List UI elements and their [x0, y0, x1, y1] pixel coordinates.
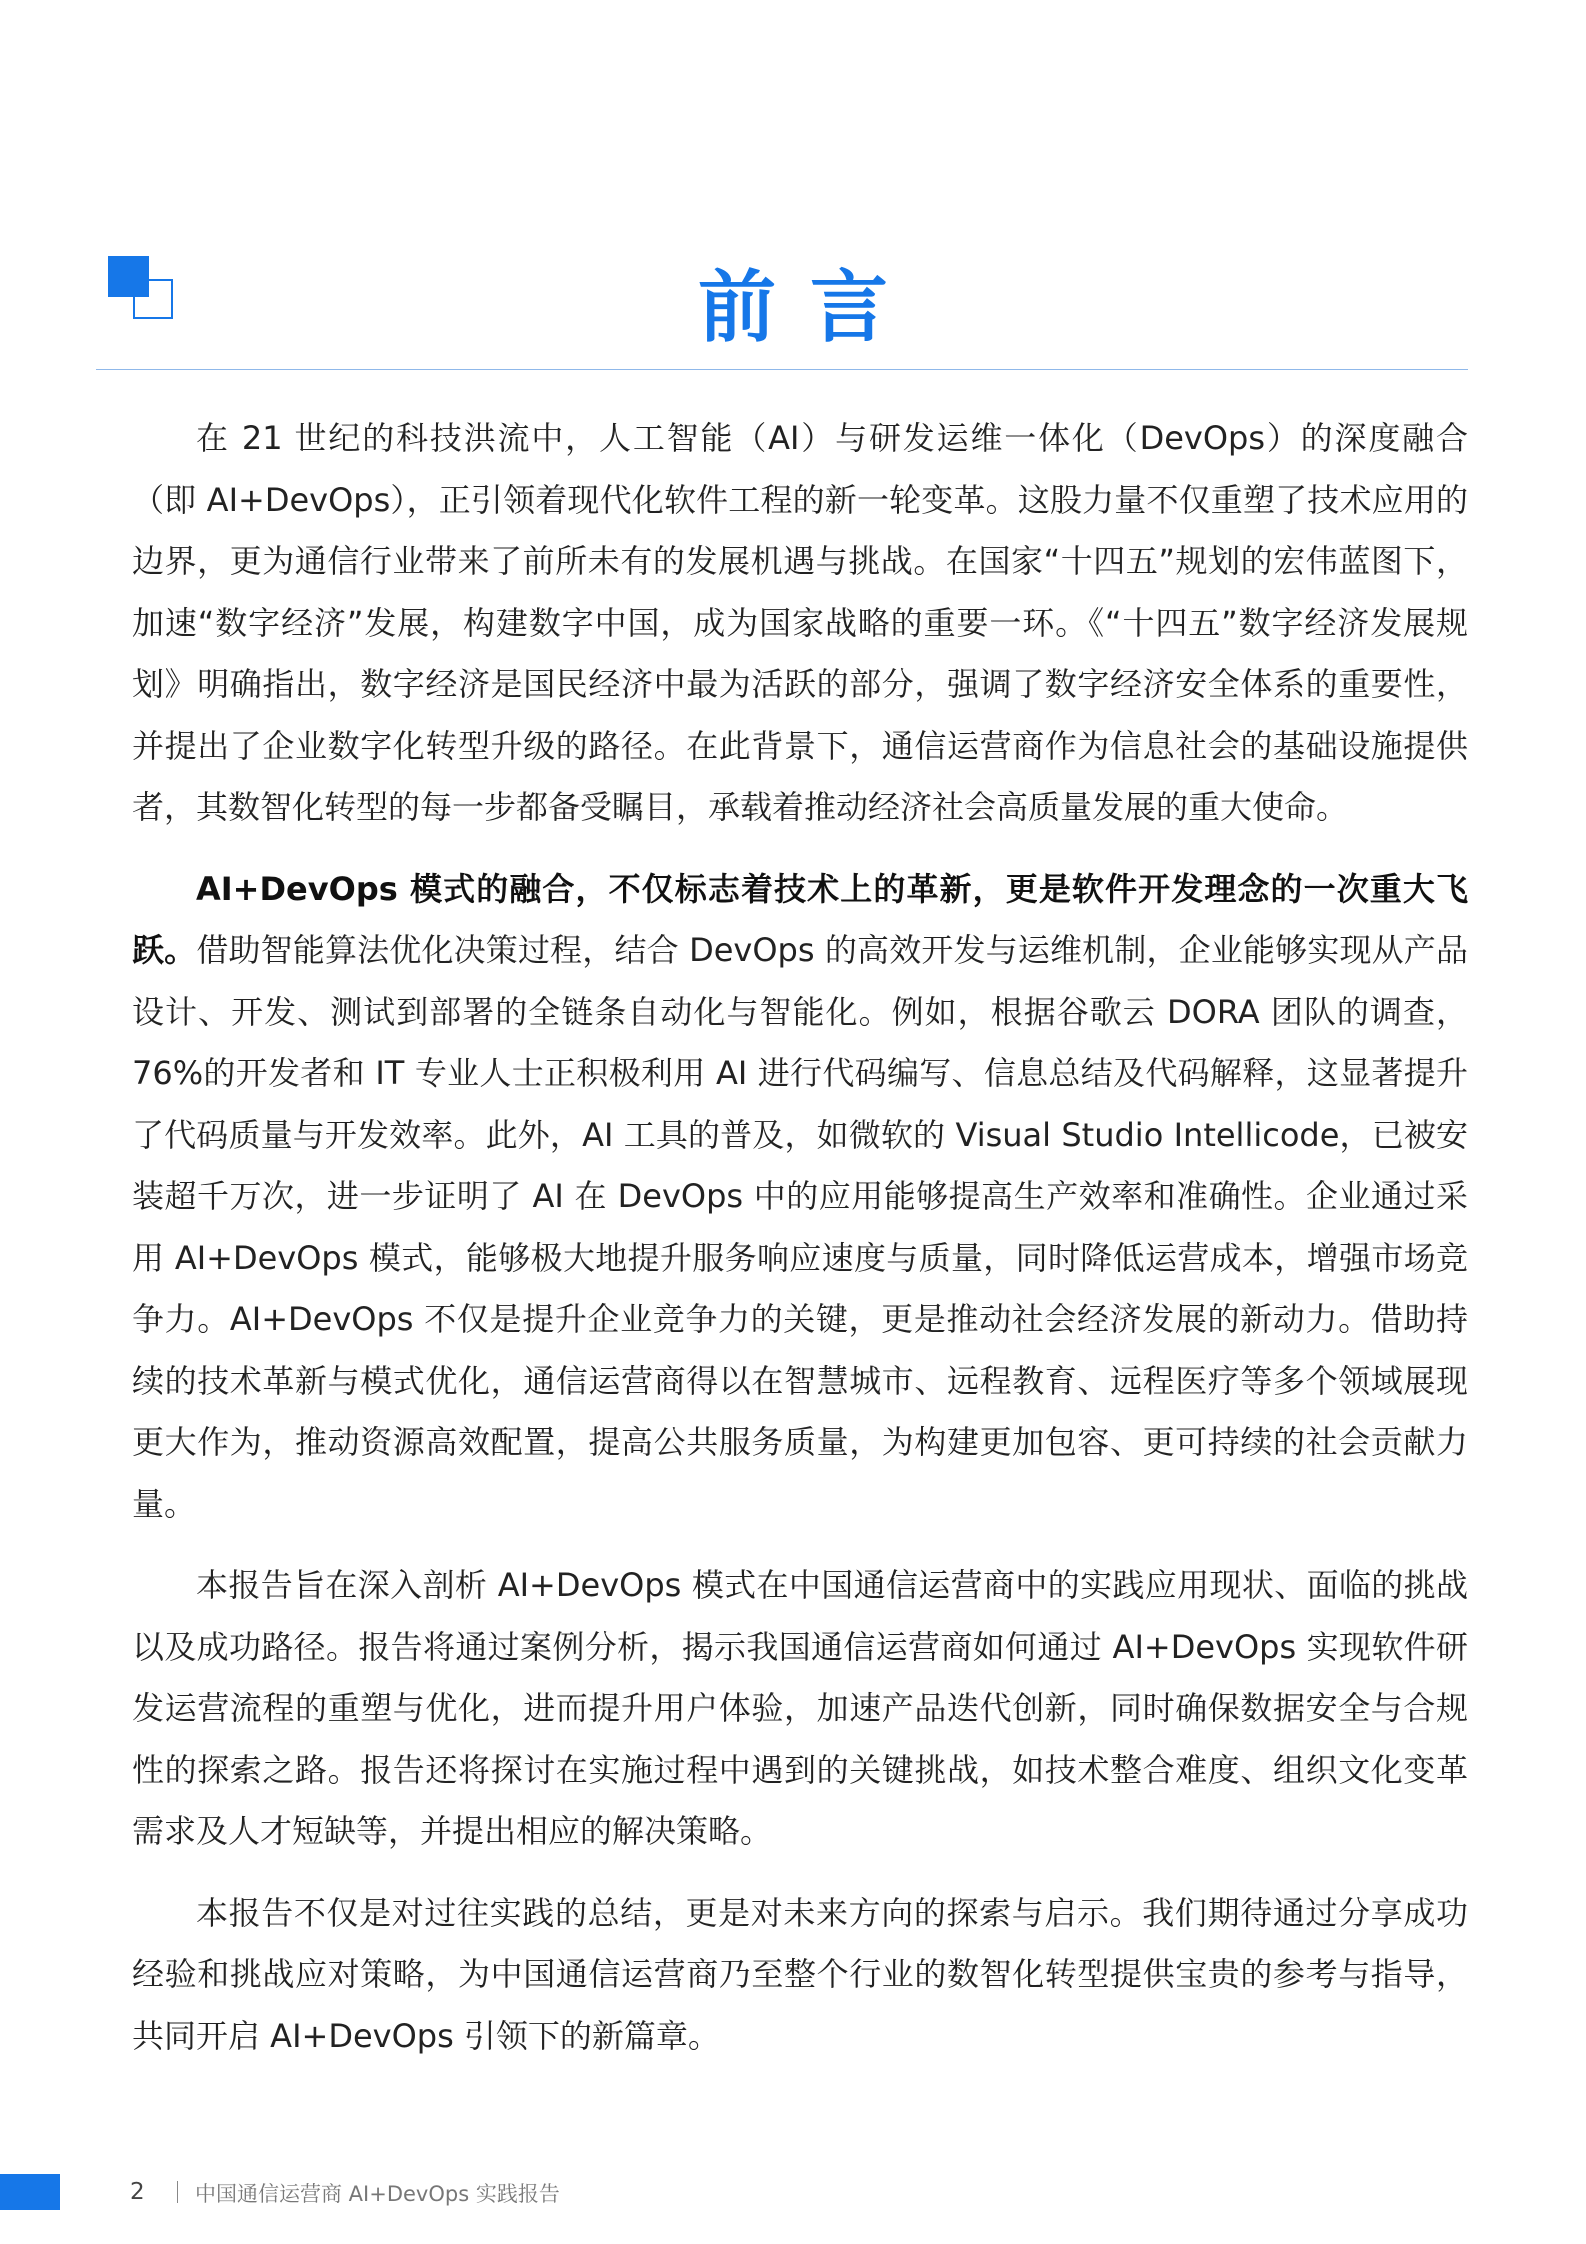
paragraph-3-text: 本报告旨在深入剖析 AI+DevOps 模式在中国通信运营商中的实践应用现状、面临的挑战以及成功路径。报告将通过案例分析，揭示我国通信运营商如何通过 AI+DevOps 实现软件研发运营流程的重塑与优化，进而提升用户体验，加速产品迭代创新，同时确保数据安全与合规性的探索之路。报告还将探讨在实施过程中遇到的关键挑战，如技术整合难度、组织文化变革需求及人才短缺等，并提出相应的解决策略。 [132, 1566, 1468, 1850]
page-number: 2 [130, 2179, 145, 2205]
title-divider [96, 369, 1468, 370]
paragraph-4 [132, 1883, 1468, 2068]
paragraph-1 [132, 408, 1468, 839]
footer-accent-bar [0, 2174, 60, 2210]
paragraph-4-text: 本报告不仅是对过往实践的总结，更是对未来方向的探索与启示。我们期待通过分享成功经验和挑战应对策略，为中国通信运营商乃至整个行业的数智化转型提供宝贵的参考与指导，共同开启 AI+DevOps 引领下的新篇章。 [132, 1893, 1468, 2055]
paragraph-2 [132, 859, 1468, 1536]
body-content [132, 408, 1468, 2087]
paragraph-1-text: 在 21 世纪的科技洪流中，人工智能（AI）与研发运维一体化（DevOps）的深度融合（即 AI+DevOps），正引领着现代化软件工程的新一轮变革。这股力量不仅重塑了技术应用的边界，更为通信行业带来了前所未有的发展机遇与挑战。在国家“十四五”规划的宏伟蓝图下，加速“数字经济”发展，构建数字中国，成为国家战略的重要一环。《“十四五”数字经济发展规划》明确指出，数字经济是国民经济中最为活跃的部分，强调了数字经济安全体系的重要性，并提出了企业数字化转型升级的路径。在此背景下，通信运营商作为信息社会的基础设施提供者，其数智化转型的每一步都备受瞩目，承载着推动经济社会高质量发展的重大使命。 [132, 419, 1468, 826]
footer-separator [177, 2181, 178, 2203]
paragraph-2-text: 借助智能算法优化决策过程，结合 DevOps 的高效开发与运维机制，企业能够实现从产品设计、开发、测试到部署的全链条自动化与智能化。例如，根据谷歌云 DORA 团队的调查，76%的开发者和 IT 专业人士正积极利用 AI 进行代码编写、信息总结及代码解释，这显著提升了代码质量与开发效率。此外，AI 工具的普及，如微软的 Visual Studio Intellicode，已被安装超千万次，进一步证明了 AI 在 DevOps 中的应用能够提高生产效率和准确性。企业通过采用 AI+DevOps 模式，能够极大地提升服务响应速度与质量，同时降低运营成本，增强市场竞争力。AI+DevOps 不仅是提升企业竞争力的关键，更是推动社会经济发展的新动力。借助持续的技术革新与模式优化，通信运营商得以在智慧城市、远程教育、远程医疗等多个领域展现更大作为，推动资源高效配置，提高公共服务质量，为构建更加包容、更可持续的社会贡献力量。 [132, 931, 1468, 1523]
paragraph-2-lead: AI+DevOps 模式的融合，不仅标志着技术上的革新，更是软件开发理念的一次重大飞跃。 [132, 869, 1468, 969]
page-title: 前言 [697, 263, 922, 353]
paragraph-3 [132, 1555, 1468, 1863]
footer-report-title: 中国通信运营商 AI+DevOps 实践报告 [195, 2182, 560, 2206]
